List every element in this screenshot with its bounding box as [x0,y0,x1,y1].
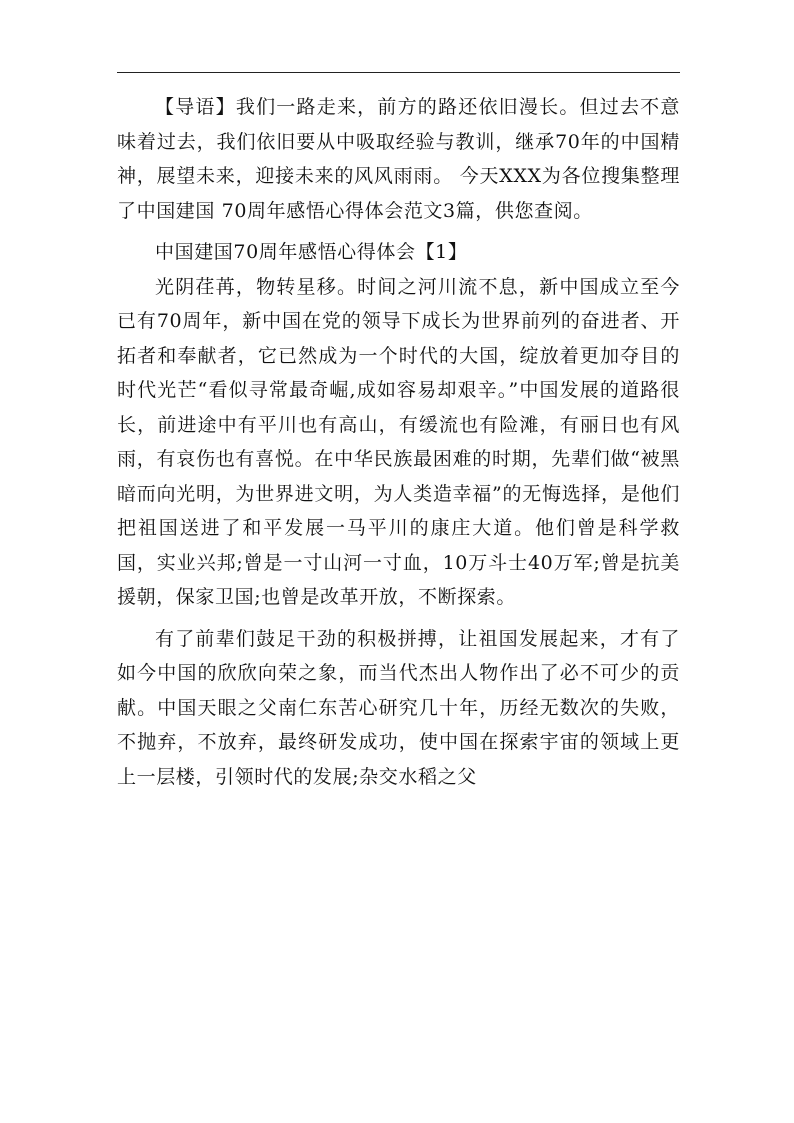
body-paragraph: 有了前辈们鼓足干劲的积极拼搏，让祖国发展起来，才有了如今中国的欣欣向荣之象，而当代杰出人物作出了必不可少的贡献。中国天眼之父南仁东苦心研究几十年，历经无数次的失败，不抛弃，不放弃，最终研发成功，使中国在探索宇宙的领域上更上一层楼，引领时代的发展;杂交水稻之父 [117,627,680,788]
section-heading: 中国建国70周年感悟心得体会【1】 [155,241,468,263]
intro-paragraph: 【导语】我们一路走来，前方的路还依旧漫长。但过去不意味着过去，我们依旧要从中吸取经验与教训，继承70年的中国精神，展望未来，迎接未来的风风雨雨。 今天XXX为各位搜集整理了中国建国 70周年感悟心得体会范文3篇，供您查阅。 [117,96,680,222]
document-body [117,90,680,794]
body-paragraph: 光阴荏苒，物转星移。时间之河川流不息，新中国成立至今已有70周年，新中国在党的领导下成长为世界前列的奋进者、开拓者和奉献者，它已然成为一个时代的大国，绽放着更加夺目的时代光芒“看似寻常最奇崛,成如容易却艰辛。”中国发展的道路很长，前进途中有平川也有高山，有缓流也有险滩，有丽日也有风雨，有哀伤也有喜悦。在中华民族最困难的时期，先辈们做“被黑暗而向光明，为世界进文明，为人类造幸福”的无悔选择，是他们把祖国送进了和平发展一马平川的康庄大道。他们曾是科学救国，实业兴邦;曾是一寸山河一寸血，10万斗士40万军;曾是抗美援朝，保家卫国;也曾是改革开放，不断探索。 [117,275,680,608]
header-rule [117,72,680,73]
